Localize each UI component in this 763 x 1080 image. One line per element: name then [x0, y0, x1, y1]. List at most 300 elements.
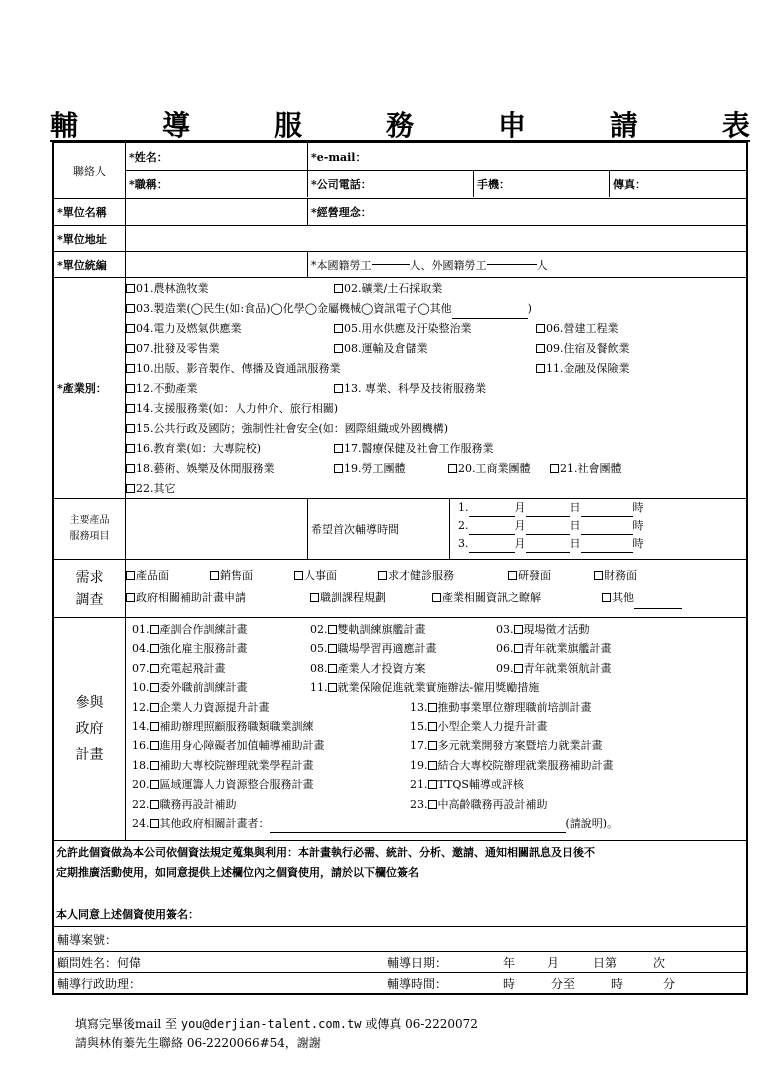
industry-option[interactable] — [126, 279, 334, 299]
plan-label: 充電起飛計畫 — [159, 661, 226, 675]
date-month: 月 — [514, 519, 526, 532]
checkbox[interactable] — [378, 571, 387, 580]
industry-option[interactable] — [536, 359, 630, 379]
products-label-line: 服務項目 — [69, 531, 110, 542]
checkbox[interactable] — [428, 780, 437, 789]
plan-num: 18. — [132, 758, 150, 772]
date-year-label: 年 — [503, 955, 516, 970]
title-char: 輔 — [50, 109, 79, 142]
checkbox[interactable] — [126, 344, 135, 353]
plan-num: 23. — [410, 797, 428, 811]
plan-label: 委外職前訓練計畫 — [159, 681, 248, 695]
need-option[interactable] — [378, 565, 508, 587]
plan-option[interactable] — [132, 698, 410, 717]
contact-line-2 — [126, 171, 746, 197]
industry-option[interactable] — [550, 459, 622, 479]
need-option[interactable] — [210, 565, 294, 587]
industry-option-close: ) — [527, 302, 532, 315]
date-row[interactable] — [458, 517, 746, 535]
workers-mid: 人、外國籍勞工 — [409, 258, 487, 272]
industry-option[interactable] — [334, 439, 494, 459]
plan-num: 13. — [410, 700, 428, 714]
checkbox[interactable] — [126, 384, 135, 393]
checkbox[interactable] — [150, 741, 159, 750]
industry-option[interactable] — [536, 339, 630, 359]
plan-option[interactable] — [310, 639, 496, 658]
title-char: 申 — [497, 109, 526, 142]
plans-label-line: 政府 — [75, 721, 104, 737]
blank-line[interactable] — [581, 522, 633, 535]
blank-line[interactable] — [581, 540, 633, 553]
plan-option[interactable] — [410, 717, 548, 736]
industry-line — [126, 419, 746, 439]
plan-label: 補助大專校院辦理就業學程計畫 — [159, 758, 314, 772]
blank-line[interactable] — [526, 504, 570, 517]
industry-line — [126, 359, 746, 379]
need-option-label: 產業相關資訊之瞭解 — [442, 591, 541, 604]
industry-line — [126, 439, 746, 459]
need-option[interactable] — [126, 565, 210, 587]
checkbox[interactable] — [536, 324, 545, 333]
industry-option-label: 04.電力及燃氣供應業 — [136, 322, 242, 335]
checkbox[interactable] — [432, 593, 441, 602]
other-manufacturing-blank[interactable] — [452, 306, 528, 319]
products-label-line: 主要產品 — [69, 515, 110, 526]
checkbox[interactable] — [126, 593, 135, 602]
blank-line[interactable] — [526, 522, 570, 535]
need-option-label: 人事面 — [304, 569, 337, 582]
blank-line[interactable] — [469, 540, 515, 553]
need-option-label: 求才健診服務 — [388, 569, 454, 582]
need-option-label: 政府相關補助計畫申請 — [136, 591, 246, 604]
case-no-row — [54, 927, 746, 952]
date-month-label: 月 — [547, 955, 560, 970]
plan-option[interactable] — [496, 639, 612, 658]
plan-num: 06. — [496, 642, 514, 656]
industry-option[interactable] — [334, 319, 536, 339]
industry-line — [126, 319, 746, 339]
date-hour: 時 — [632, 501, 644, 514]
industry-option-label: 18.藝術、娛樂及休閒服務業 — [136, 462, 275, 475]
industry-line — [126, 459, 746, 479]
other-plan-blank[interactable] — [270, 820, 566, 833]
industry-line — [126, 379, 746, 399]
plan-option[interactable] — [410, 736, 603, 755]
signature-field[interactable] — [240, 906, 686, 920]
need-option[interactable] — [594, 565, 637, 587]
checkbox[interactable] — [126, 324, 135, 333]
industry-option-label: 12.不動產業 — [136, 382, 198, 395]
checkbox[interactable] — [150, 800, 159, 809]
plan-label: 區域運籌人力資源整合服務計畫 — [159, 778, 314, 792]
plan-option[interactable] — [132, 639, 310, 658]
checkbox[interactable] — [428, 800, 437, 809]
plans-line — [132, 678, 746, 697]
checkbox[interactable] — [594, 571, 603, 580]
title-char: 務 — [385, 109, 414, 142]
consent-text-2: 定期推廣活動使用，如同意提供上述欄位內之個資使用，請於以下欄位簽名 — [56, 866, 419, 879]
checkbox[interactable] — [294, 571, 303, 580]
plan-num: 19. — [410, 758, 428, 772]
workers-field[interactable] — [308, 252, 746, 277]
industry-option[interactable] — [126, 459, 334, 479]
checkbox[interactable] — [150, 761, 159, 770]
plans-line — [132, 795, 746, 814]
consultant-field[interactable]: 顧問姓名：何偉 — [57, 955, 142, 970]
date-hour: 時 — [632, 519, 644, 532]
checkbox[interactable] — [514, 625, 523, 634]
date-row[interactable] — [458, 535, 746, 553]
checkbox[interactable] — [150, 819, 159, 828]
industry-option[interactable] — [126, 319, 334, 339]
philosophy-field[interactable]: *經營理念： — [311, 206, 372, 219]
checkbox[interactable] — [428, 761, 437, 770]
consent-block — [54, 841, 746, 926]
assistant-field[interactable]: 輔導行政助理： — [57, 976, 142, 991]
industry-option[interactable] — [536, 319, 619, 339]
need-option[interactable] — [432, 587, 602, 609]
plan-label: 強化雇主服務計畫 — [159, 642, 248, 656]
date-day: 日 — [569, 537, 581, 550]
checkbox[interactable] — [448, 464, 457, 473]
plans-label-line: 參與 — [75, 695, 104, 711]
checkbox[interactable] — [126, 571, 135, 580]
checkbox[interactable] — [150, 644, 159, 653]
plans-line — [132, 775, 746, 794]
industry-option[interactable] — [334, 339, 536, 359]
plan-num: 04. — [132, 642, 150, 656]
industry-option[interactable] — [126, 482, 408, 495]
date-month: 月 — [514, 537, 526, 550]
checkbox[interactable] — [334, 444, 343, 453]
plan-label: 產業人才投資方案 — [337, 661, 426, 675]
consent-row — [54, 841, 746, 927]
date-hour: 時 — [632, 537, 644, 550]
plan-label: 職務再設計補助 — [159, 797, 237, 811]
footer-line-2: 請與林侑蓁先生聯絡 06-2220066#54，謝謝 — [75, 1036, 321, 1050]
plans-options — [126, 618, 746, 840]
industry-option[interactable] — [334, 379, 486, 399]
checkbox[interactable] — [508, 571, 517, 580]
plan-num: 12. — [132, 700, 150, 714]
industry-row — [54, 278, 746, 499]
checkbox[interactable] — [428, 741, 437, 750]
plan-num: 05. — [310, 642, 328, 656]
industry-option-label: 22.其它 — [136, 482, 176, 495]
plans-label-line: 計畫 — [75, 747, 104, 763]
plan-option[interactable] — [132, 795, 410, 814]
footer-text: 填寫完畢後mail 至 — [75, 1017, 178, 1031]
plan-num: 09. — [496, 661, 514, 675]
unit-address-row — [54, 226, 746, 252]
other-industry-blank[interactable] — [176, 486, 408, 499]
plan-label: 補助辦理照顧服務職類職業訓練 — [159, 720, 314, 734]
need-option-label: 其他 — [612, 591, 634, 604]
plan-option[interactable] — [132, 659, 310, 678]
need-option-label: 產品面 — [136, 569, 169, 582]
industry-line — [126, 479, 746, 499]
industry-option-label: 11.金融及保險業 — [546, 362, 630, 375]
foreign-workers-blank[interactable] — [487, 264, 537, 265]
checkbox[interactable] — [428, 703, 437, 712]
need-option-label: 研發面 — [518, 569, 551, 582]
form-title — [50, 104, 750, 142]
industry-option-label: 20.工商業團體 — [458, 462, 531, 475]
plan-option[interactable] — [310, 620, 496, 639]
need-option[interactable] — [508, 565, 594, 587]
footer-fax: 或傳真 06-2220072 — [365, 1017, 478, 1031]
checkbox[interactable] — [126, 364, 135, 373]
industry-option-label: 16.教育業(如：大專院校) — [136, 442, 262, 455]
fax-field[interactable]: 傳真： — [613, 178, 646, 191]
plan-option[interactable] — [132, 736, 410, 755]
title-char: 導 — [161, 109, 190, 142]
date-num: 2. — [458, 519, 469, 532]
consult-date-field[interactable] — [384, 952, 746, 972]
checkbox[interactable] — [150, 664, 159, 673]
plan-num: 16. — [132, 739, 150, 753]
checkbox[interactable] — [126, 484, 135, 493]
name-field[interactable]: *姓名： — [126, 143, 308, 170]
checkbox[interactable] — [150, 625, 159, 634]
industry-line — [126, 339, 746, 359]
industry-option-label: 14.支援服務業(如：人力仲介、旅行相關) — [136, 402, 339, 415]
consult-time-field[interactable] — [384, 973, 746, 993]
plan-label: 企業人力資源提升計畫 — [159, 700, 270, 714]
plan-option[interactable] — [410, 795, 548, 814]
checkbox[interactable] — [328, 625, 337, 634]
industry-option[interactable] — [126, 439, 334, 459]
need-option[interactable] — [310, 587, 432, 609]
plan-num: 14. — [132, 720, 150, 734]
industry-line — [126, 299, 746, 319]
checkbox[interactable] — [328, 683, 337, 692]
needs-label-line: 調查 — [75, 591, 104, 608]
plan-label: 中高齡職務再設計補助 — [437, 797, 548, 811]
first-time-label: 希望首次輔導時間 — [308, 499, 450, 559]
date-row[interactable] — [458, 499, 746, 517]
plan-label: 雙軌訓練旗艦計畫 — [337, 623, 426, 636]
mobile-field[interactable]: 手機： — [474, 171, 610, 197]
plan-num: 10. — [132, 681, 150, 695]
consult-time-label: 輔導時間： — [387, 976, 448, 991]
checkbox[interactable] — [126, 304, 135, 313]
plans-line — [132, 620, 746, 639]
industry-option[interactable] — [126, 422, 448, 435]
plan-option[interactable] — [132, 817, 618, 830]
checkbox[interactable] — [150, 703, 159, 712]
contact-email-link[interactable]: you@derjian-talent.com.tw — [180, 1017, 362, 1031]
plan-label: 進用身心障礙者加值輔導補助計畫 — [159, 739, 325, 753]
industry-option-label: 07.批發及零售業 — [136, 342, 220, 355]
needs-line — [126, 565, 746, 587]
plan-num: 11. — [310, 681, 328, 695]
industry-option-label: 21.社會團體 — [560, 462, 622, 475]
application-form — [52, 141, 748, 995]
industry-option-label: 01.農林漁牧業 — [136, 282, 209, 295]
checkbox[interactable] — [536, 344, 545, 353]
plan-label: 青年就業領航計畫 — [523, 661, 612, 675]
plan-label: 現場徵才活動 — [523, 623, 590, 636]
need-option-label: 銷售面 — [220, 569, 253, 582]
need-option[interactable] — [126, 587, 310, 609]
checkbox[interactable] — [334, 464, 343, 473]
plan-option[interactable] — [132, 775, 410, 794]
industry-option[interactable] — [126, 402, 338, 415]
contact-fields — [126, 143, 746, 198]
industry-option-label: 13. 專業、科學及技術服務業 — [344, 382, 486, 395]
tax-id-label: *單位統編 — [54, 252, 126, 277]
industry-option[interactable] — [448, 459, 550, 479]
email-field[interactable]: *e-mail： — [311, 150, 367, 164]
checkbox[interactable] — [428, 722, 437, 731]
time-min-label: 分 — [663, 976, 676, 991]
industry-options — [126, 278, 746, 498]
checkbox[interactable] — [334, 384, 343, 393]
plan-num: 17. — [410, 739, 428, 753]
need-option-label: 財務面 — [604, 569, 637, 582]
plans-line — [132, 639, 746, 658]
industry-option[interactable] — [334, 459, 448, 479]
unit-name-field[interactable] — [126, 199, 308, 225]
industry-option-label: 17.醫療保健及社會工作服務業 — [344, 442, 494, 455]
unit-address-field[interactable] — [126, 226, 746, 251]
need-option[interactable] — [602, 587, 682, 609]
date-num: 3. — [458, 537, 469, 550]
tax-id-row — [54, 252, 746, 278]
checkbox[interactable] — [514, 644, 523, 653]
case-no-field[interactable]: 輔導案號： — [57, 932, 118, 947]
plan-label: 產訓合作訓練計畫 — [159, 623, 248, 636]
industry-line — [126, 279, 746, 299]
plan-num: 22. — [132, 797, 150, 811]
consent-text-1: 允許此個資做為本公司依個資法規定蒐集與利用：本計畫執行必需、統計、分析、邀請、通知相關訊息及日後不 — [56, 846, 595, 859]
checkbox[interactable] — [310, 593, 319, 602]
plan-option[interactable] — [132, 717, 410, 736]
unit-address-label: *單位地址 — [54, 226, 126, 251]
contact-label: 聯絡人 — [54, 143, 126, 198]
domestic-workers-blank[interactable] — [372, 264, 410, 265]
industry-option[interactable] — [126, 302, 532, 315]
plan-option[interactable] — [310, 659, 496, 678]
products-label — [54, 499, 126, 559]
checkbox[interactable] — [126, 444, 135, 453]
plan-option[interactable] — [410, 698, 592, 717]
plan-option[interactable] — [310, 678, 539, 697]
plan-option[interactable] — [410, 756, 614, 775]
checkbox[interactable] — [126, 404, 135, 413]
plan-label: 就業保險促進就業實施辦法-僱用獎勵措施 — [337, 681, 540, 695]
plan-label: 職場學習再適應計畫 — [337, 642, 437, 656]
date-day-label: 日第 — [593, 955, 618, 970]
checkbox[interactable] — [150, 780, 159, 789]
checkbox[interactable] — [126, 284, 135, 293]
other-need-blank[interactable] — [634, 596, 682, 609]
plan-option[interactable] — [132, 678, 310, 697]
blank-line[interactable] — [469, 522, 515, 535]
industry-option-label: 05.用水供應及汙染整治業 — [344, 322, 472, 335]
date-day: 日 — [569, 501, 581, 514]
industry-option[interactable] — [334, 279, 442, 299]
industry-option-label: 10.出版、影音製作、傳播及資通訊服務業 — [136, 362, 341, 375]
plan-label: 小型企業人力提升計畫 — [437, 720, 548, 734]
title-char: 服 — [273, 109, 302, 142]
time-hour2-label: 時 — [611, 976, 624, 991]
checkbox[interactable] — [328, 664, 337, 673]
checkbox[interactable] — [126, 424, 135, 433]
consult-date-label: 輔導日期： — [387, 955, 448, 970]
industry-label: *產業別： — [54, 278, 126, 498]
plan-num: 08. — [310, 661, 328, 675]
industry-option-label: 15.公共行政及國防；強制性社會安全(如：國際組織或外國機構) — [136, 422, 449, 435]
plans-line — [132, 756, 746, 775]
time-hour-label: 時 — [503, 976, 516, 991]
need-option[interactable] — [294, 565, 378, 587]
time-min-to-label: 分至 — [551, 976, 576, 991]
company-phone-field[interactable]: *公司電話： — [308, 171, 474, 197]
plans-line — [132, 659, 746, 678]
plan-label: 結合大專校院辦理就業服務補助計畫 — [437, 758, 614, 772]
checkbox[interactable] — [334, 284, 343, 293]
blank-line[interactable] — [581, 504, 633, 517]
assistant-row — [54, 973, 746, 993]
checkbox[interactable] — [328, 644, 337, 653]
need-option-label: 職訓課程規劃 — [320, 591, 386, 604]
plan-label: 其他政府相關計畫者： — [159, 817, 270, 831]
industry-option-label: 03.製造業(◯民生(如:食品)◯化學◯金屬機械◯資訊電子◯其他 — [136, 302, 452, 315]
date-day: 日 — [569, 519, 581, 532]
plan-option[interactable] — [132, 756, 410, 775]
blank-line[interactable] — [469, 504, 515, 517]
checkbox[interactable] — [126, 464, 135, 473]
checkbox[interactable] — [334, 324, 343, 333]
plan-option[interactable] — [496, 620, 590, 639]
products-field[interactable] — [126, 499, 308, 559]
first-time-dates — [450, 499, 746, 559]
checkbox[interactable] — [334, 344, 343, 353]
checkbox[interactable] — [550, 464, 559, 473]
contact-row — [54, 143, 746, 199]
job-title-field[interactable]: *職稱： — [126, 171, 308, 197]
checkbox[interactable] — [536, 364, 545, 373]
unit-name-label: *單位名稱 — [54, 199, 126, 225]
checkbox[interactable] — [150, 683, 159, 692]
blank-line[interactable] — [526, 540, 570, 553]
plan-label: TTQS輔導或評核 — [437, 778, 524, 792]
plan-label: 青年就業旗艦計畫 — [523, 642, 612, 656]
checkbox[interactable] — [602, 593, 611, 602]
industry-option-label: 08.運輸及倉儲業 — [344, 342, 428, 355]
needs-options — [126, 560, 746, 617]
workers-suffix: 人 — [536, 258, 548, 272]
industry-option[interactable] — [126, 379, 334, 399]
checkbox[interactable] — [210, 571, 219, 580]
plan-option[interactable] — [410, 775, 524, 794]
industry-option-label: 09.住宿及餐飲業 — [546, 342, 630, 355]
footer-line-1 — [75, 1015, 478, 1032]
date-num: 1. — [458, 501, 469, 514]
plan-option[interactable] — [496, 659, 612, 678]
checkbox[interactable] — [150, 722, 159, 731]
unit-name-row — [54, 199, 746, 226]
title-char: 表 — [721, 109, 750, 142]
plan-option[interactable] — [132, 620, 310, 639]
checkbox[interactable] — [514, 664, 523, 673]
industry-option[interactable] — [126, 359, 536, 379]
tax-id-field[interactable] — [126, 252, 308, 277]
industry-option[interactable] — [126, 339, 334, 359]
industry-line — [126, 399, 746, 419]
